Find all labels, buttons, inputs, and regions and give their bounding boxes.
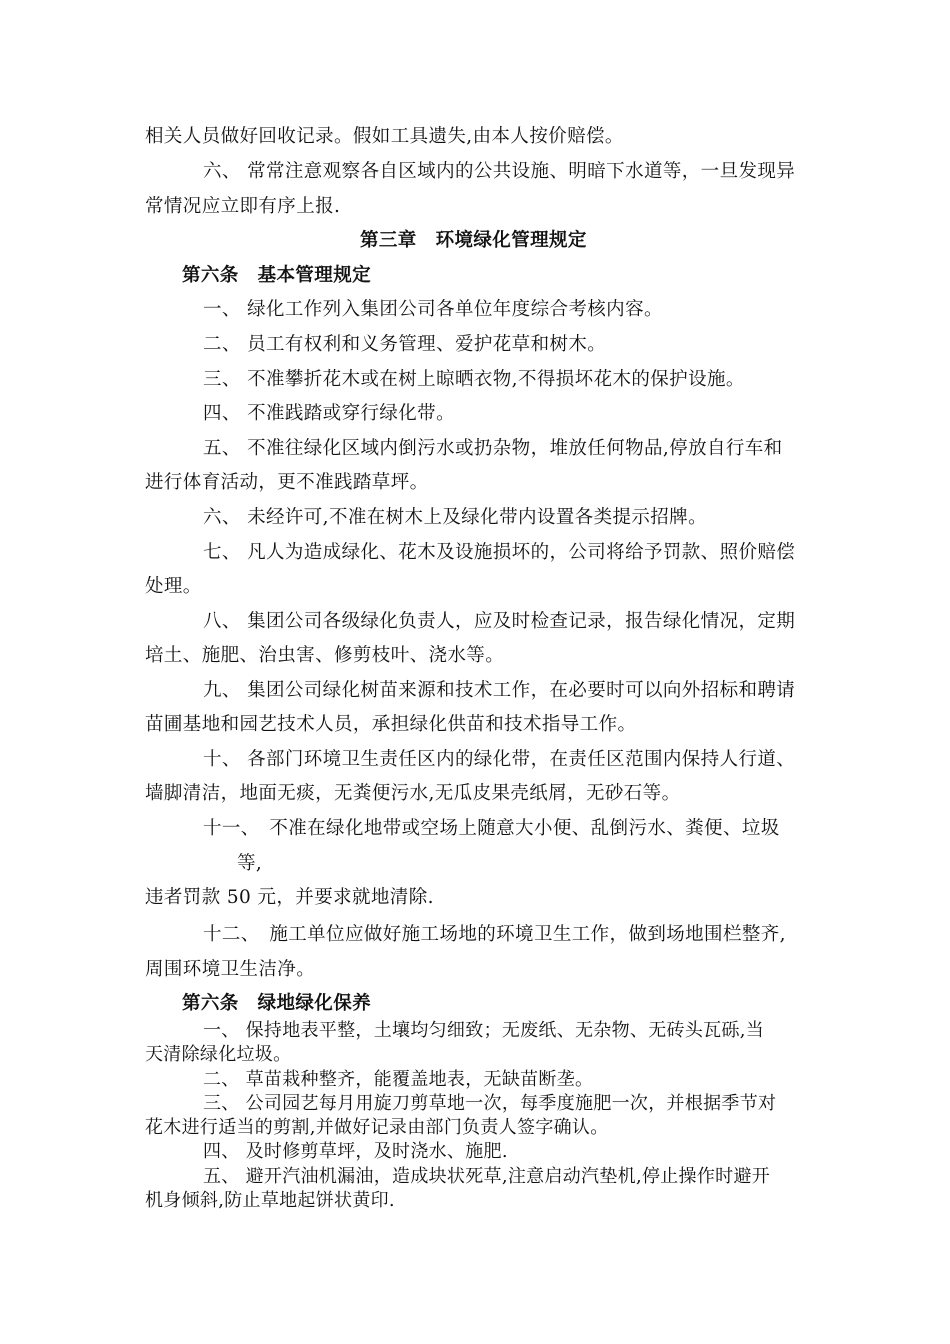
list-item: 一、 绿化工作列入集团公司各单位年度综合考核内容。 [203,299,663,320]
list-item: 六、 未经许可,不准在树木上及绿化带内设置各类提示招牌。 [203,507,707,528]
list-item: 三、 公司园艺每月用旋刀剪草地一次，每季度施肥一次，并根据季节对 [203,1093,777,1114]
list-item: 等, [237,853,263,874]
list-item: 十一、 不准在绿化地带或空场上随意大小便、乱倒污水、粪便、垃圾 [203,818,780,839]
text-line: 常情况应立即有序上报. [145,196,341,217]
chapter-title: 第三章 环境绿化管理规定 [360,230,587,251]
list-item: 五、 不准往绿化区域内倒污水或扔杂物，堆放任何物品,停放自行车和 [203,438,783,459]
list-item: 培土、施肥、治虫害、修剪枝叶、浇水等。 [145,645,505,666]
list-item: 苗圃基地和园艺技术人员，承担绿化供苗和技术指导工作。 [145,714,637,735]
list-item: 机身倾斜,防止草地起饼状黄印. [145,1190,395,1211]
list-item: 天清除绿化垃圾。 [145,1044,292,1065]
list-item: 四、 及时修剪草坪，及时浇水、施肥. [203,1141,508,1162]
list-item: 五、 避开汽油机漏油，造成块状死草,注意启动汽垫机,停止操作时避开 [203,1166,771,1187]
list-item: 八、 集团公司各级绿化负责人，应及时检查记录，报告绿化情况，定期 [203,611,796,632]
list-item: 三、 不准攀折花木或在树上晾晒衣物,不得损坏花木的保护设施。 [203,369,745,390]
list-item: 一、 保持地表平整，土壤均匀细致；无废纸、无杂物、无砖头瓦砾,当 [203,1020,765,1041]
article-heading: 第六条 绿地绿化保养 [182,993,372,1014]
list-item: 墙脚清洁，地面无痰，无粪便污水,无瓜皮果壳纸屑，无砂石等。 [145,783,681,804]
list-item: 十二、 施工单位应做好施工场地的环境卫生工作，做到场地围栏整齐, [203,924,786,945]
text-line: 六、 常常注意观察各自区域内的公共设施、明暗下水道等，一旦发现异 [203,161,796,182]
list-item: 周围环境卫生洁净。 [145,959,316,980]
list-item: 二、 草苗栽种整齐，能覆盖地表，无缺苗断垄。 [203,1069,594,1090]
list-item: 七、 凡人为造成绿化、花木及设施损坏的，公司将给予罚款、照价赔偿 [203,542,796,563]
list-item: 四、 不准践踏或穿行绿化带。 [203,403,455,424]
text-line: 相关人员做好回收记录。假如工具遗失,由本人按价赔偿。 [145,126,624,147]
list-item: 处理。 [145,576,202,597]
list-item: 十、 各部门环境卫生责任区内的绿化带，在责任区范围内保持人行道、 [203,749,796,770]
article-heading: 第六条 基本管理规定 [182,265,372,286]
list-item: 进行体育活动，更不准践踏草坪。 [145,472,429,493]
list-item: 违者罚款 50 元，并要求就地清除. [145,887,434,908]
list-item: 九、 集团公司绿化树苗来源和技术工作，在必要时可以向外招标和聘请 [203,680,796,701]
list-item: 二、 员工有权利和义务管理、爱护花草和树木。 [203,334,607,355]
list-item: 花木进行适当的剪割,并做好记录由部门负责人签字确认。 [145,1117,609,1138]
